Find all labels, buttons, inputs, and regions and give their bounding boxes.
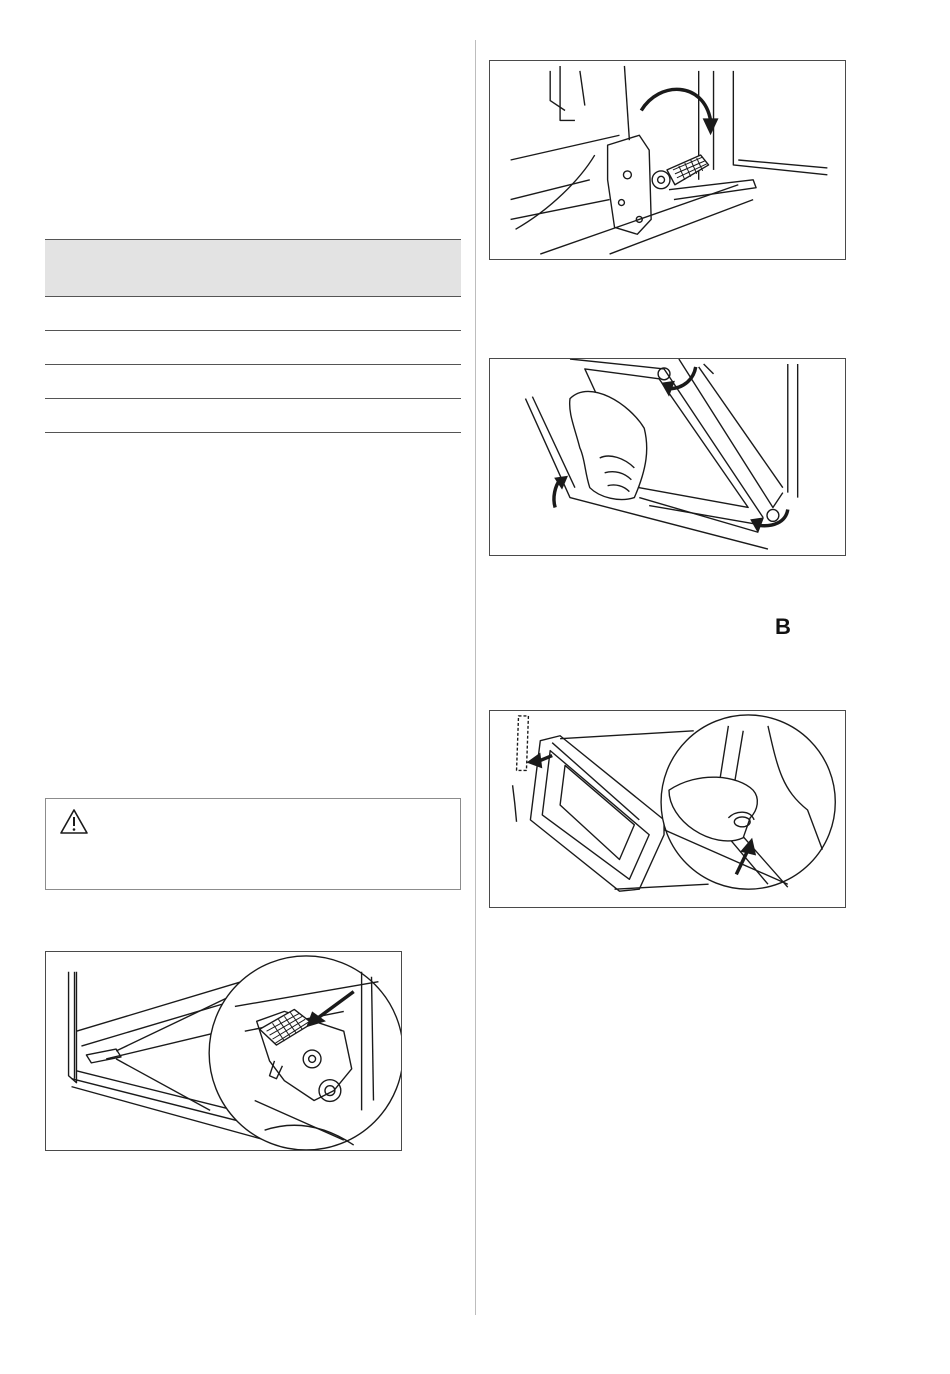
table-row: [45, 331, 461, 365]
table-row: [45, 297, 461, 331]
figure-lift-door: [489, 358, 846, 556]
figure-hinge-lock: [45, 951, 402, 1151]
figure-remove-glass-panel: [489, 710, 846, 908]
warning-box: [45, 798, 461, 890]
lift-door-illustration: [490, 359, 845, 555]
table-header: [45, 239, 461, 297]
column-divider: [475, 40, 476, 1315]
hinge-rotate-illustration: [490, 61, 845, 259]
table-row: [45, 399, 461, 433]
warning-triangle-icon: [59, 808, 89, 835]
label-b: B: [775, 614, 791, 639]
table-row: [45, 365, 461, 399]
hinge-lock-illustration: [46, 952, 401, 1150]
remove-glass-panel-illustration: [490, 711, 845, 907]
figure-hinge-rotate: [489, 60, 846, 260]
data-table: [45, 239, 461, 433]
